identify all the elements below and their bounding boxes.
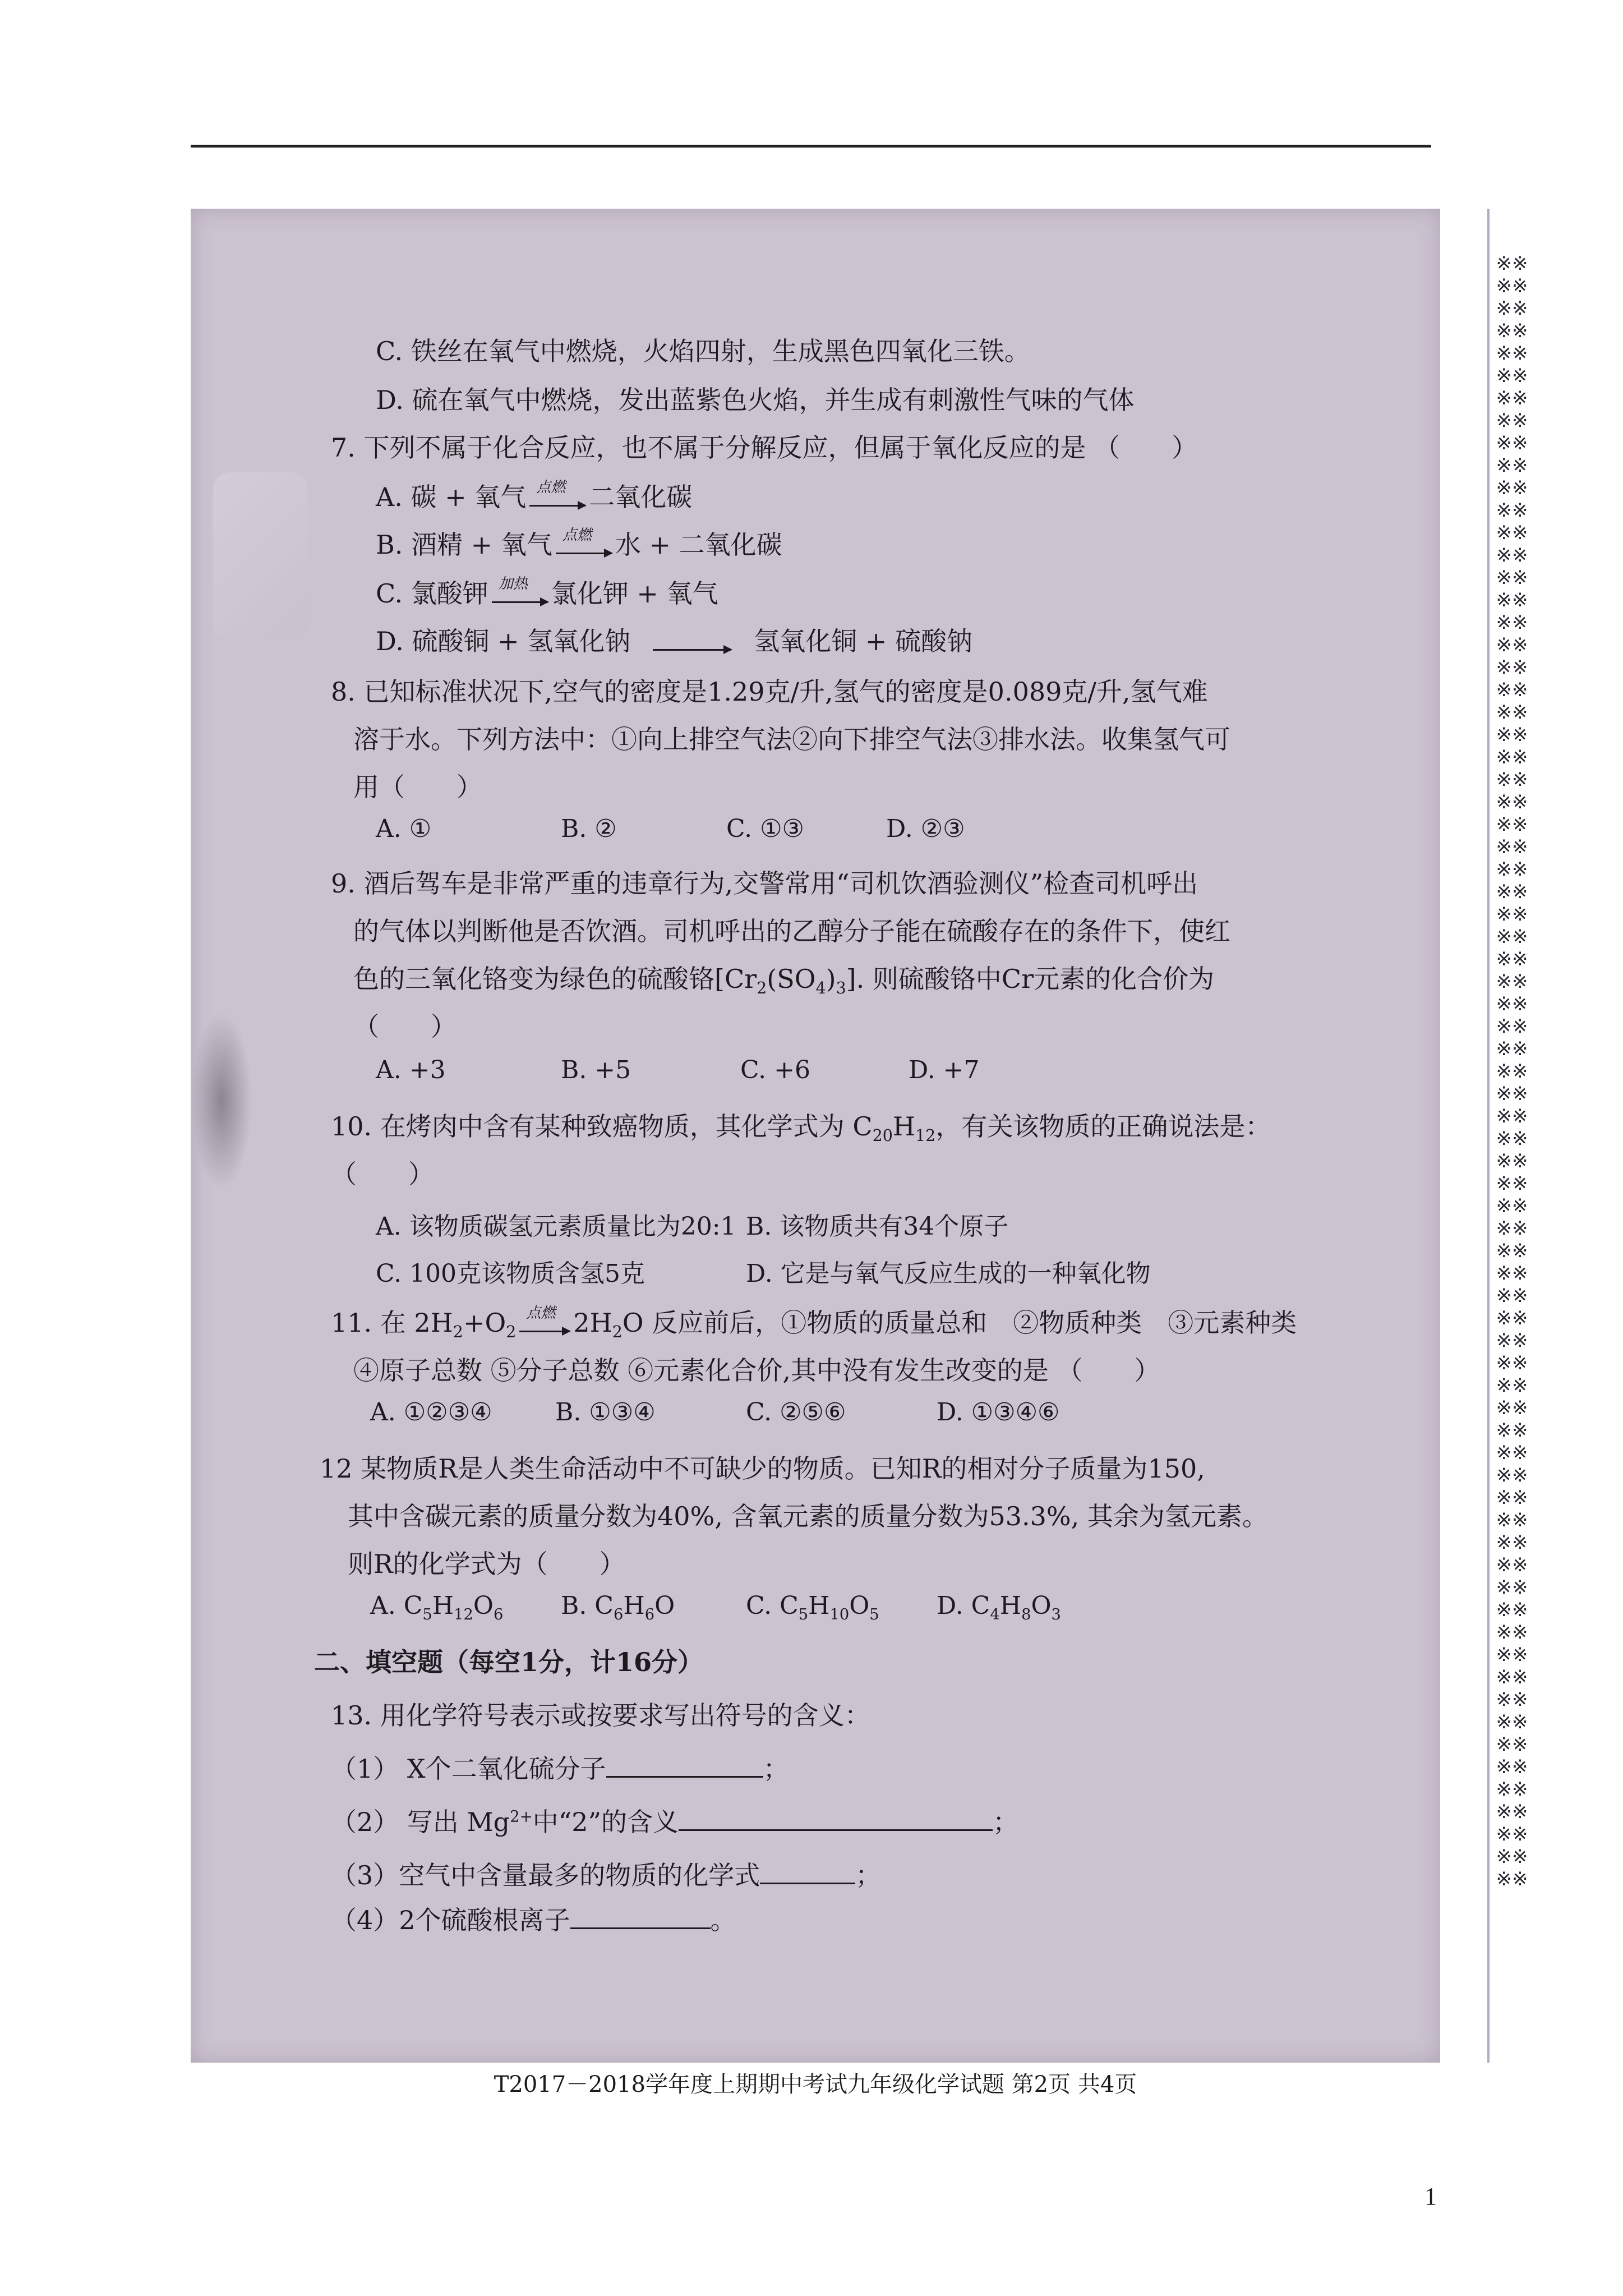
formula-part: O xyxy=(473,1591,494,1620)
q12-line-1: 12 某物质R是人类生命活动中不可缺少的物质。已知R的相对分子质量为150, xyxy=(320,1453,1205,1484)
q7-d-left: D. 硫酸铜 + 氢氧化钠 xyxy=(376,626,631,656)
reaction-arrow xyxy=(492,575,548,603)
q9-line-3-part: ]. 则硫酸铬中Cr元素的化合价为 xyxy=(846,964,1215,994)
formula-part: H xyxy=(808,1591,830,1620)
formula-part: O xyxy=(849,1591,870,1620)
scanned-exam-page xyxy=(191,209,1528,2097)
answer-blank[interactable] xyxy=(606,1776,763,1778)
subscript: 2 xyxy=(612,1323,623,1342)
subscript: 2 xyxy=(757,979,767,998)
subscript: 10 xyxy=(829,1605,850,1623)
punctuation: ； xyxy=(993,1807,1019,1837)
q10-option-a: A. 该物质碳氢元素质量比为20:1 xyxy=(376,1212,736,1241)
fold-line xyxy=(1487,209,1490,2063)
formula-part: C. C xyxy=(746,1591,799,1620)
subscript: 5 xyxy=(869,1605,879,1623)
ink-smudge xyxy=(191,1011,252,1190)
q8-line-2: 溶于水。下列方法中：①向上排空气法②向下排空气法③排水法。收集氢气可 xyxy=(353,724,1230,754)
q10-option-c: C. 100克该物质含氢5克 xyxy=(376,1259,645,1288)
q11-line-1-part: 2H xyxy=(573,1308,612,1338)
q9-option-d: D. +7 xyxy=(909,1056,980,1084)
q8-option-a: A. ① xyxy=(376,815,432,843)
formula-part: H xyxy=(623,1591,645,1620)
q12-line-2: 其中含碳元素的质量分数为40%, 含氧元素的质量分数为53.3%, 其余为氢元素。 xyxy=(348,1501,1268,1531)
q6-option-d: D. 硫在氧气中燃烧，发出蓝紫色火焰，并生成有刺激性气味的气体 xyxy=(376,385,1135,415)
q10-option-b: B. 该物质共有34个原子 xyxy=(746,1212,1009,1241)
q13-part-1-text: （1） X个二氧化硫分子 xyxy=(331,1754,606,1784)
reaction-arrow xyxy=(529,478,585,507)
punctuation: 。 xyxy=(710,1905,736,1935)
page-footer: T2017－2018学年度上期期中考试九年级化学试题 第2页 共4页 xyxy=(494,2072,1137,2097)
formula-part: B. C xyxy=(561,1591,614,1620)
q7-option-a xyxy=(376,477,692,514)
q9-option-b: B. +5 xyxy=(561,1056,631,1084)
q13-part-2-text: （2） 写出 Mg xyxy=(331,1807,510,1837)
formula-part: H xyxy=(999,1591,1022,1620)
q12-option-c xyxy=(746,1591,879,1623)
q6-option-c: C. 铁丝在氧气中燃烧，火焰四射，生成黑色四氧化三铁。 xyxy=(376,336,1030,366)
subscript: 5 xyxy=(422,1605,432,1623)
punctuation: ； xyxy=(855,1860,882,1890)
q9-option-a: A. +3 xyxy=(376,1056,446,1084)
q13-part-3-text: （3）空气中含量最多的物质的化学式 xyxy=(331,1860,760,1890)
subscript: 3 xyxy=(1051,1605,1061,1623)
reaction-condition: 点燃 xyxy=(562,526,592,544)
formula-part: A. C xyxy=(370,1591,423,1620)
q7-a-right: 二氧化碳 xyxy=(589,482,693,512)
q10-line-1-part: H xyxy=(892,1111,916,1142)
q10-line-1 xyxy=(331,1106,1271,1145)
reaction-condition: 点燃 xyxy=(536,478,566,496)
q11-option-a: A. ①②③④ xyxy=(370,1398,492,1427)
q9-option-c: C. +6 xyxy=(740,1056,810,1084)
q12-option-d xyxy=(937,1591,1061,1623)
page-number: 1 xyxy=(1424,2183,1437,2210)
subscript: 6 xyxy=(644,1605,655,1623)
reaction-arrow xyxy=(653,637,731,651)
q11-option-b: B. ①③④ xyxy=(555,1398,656,1427)
subscript: 3 xyxy=(836,979,846,998)
answer-blank[interactable] xyxy=(570,1927,711,1929)
section-2-title: 二、填空题（每空1分，计16分） xyxy=(314,1647,704,1677)
subscript: 20 xyxy=(872,1126,893,1145)
q9-line-3 xyxy=(353,959,1214,997)
formula-part: D. C xyxy=(937,1591,990,1620)
q12-option-b xyxy=(561,1591,675,1623)
subscript: 8 xyxy=(1021,1605,1031,1623)
subscript: 5 xyxy=(798,1605,809,1623)
subscript: 12 xyxy=(454,1605,473,1623)
q10-line-2: （ ） xyxy=(331,1159,434,1189)
q7-stem: 7. 下列不属于化合反应，也不属于分解反应，但属于氧化反应的是 （ ） xyxy=(331,432,1198,463)
punctuation: ； xyxy=(763,1754,789,1784)
q13-part-3 xyxy=(331,1855,881,1892)
q11-line-1-part: 11. 在 2H xyxy=(331,1308,453,1338)
q11-option-d: D. ①③④⑥ xyxy=(937,1398,1060,1427)
subscript: 4 xyxy=(990,1605,1000,1623)
subscript: 12 xyxy=(915,1126,936,1145)
q13-part-2 xyxy=(331,1802,1018,1839)
q11-line-2: ④原子总数 ⑤分子总数 ⑥元素化合价,其中没有发生改变的是 （ ） xyxy=(353,1355,1160,1386)
q7-option-b xyxy=(376,524,782,562)
paper-stain xyxy=(213,472,308,641)
q8-option-b: B. ② xyxy=(561,815,617,843)
q8-line-3: 用（ ） xyxy=(353,772,482,802)
q7-option-c xyxy=(376,573,718,610)
q9-line-3-part: ) xyxy=(826,964,836,994)
q9-line-4: （ ） xyxy=(353,1011,457,1042)
formula-part: O xyxy=(654,1591,675,1620)
subscript: 2 xyxy=(453,1323,463,1342)
q7-option-d xyxy=(376,621,972,658)
subscript: 6 xyxy=(613,1605,624,1623)
superscript: 2+ xyxy=(510,1807,533,1826)
q7-b-right: 水 + 二氧化碳 xyxy=(615,530,782,560)
margin-marks: ※※※※※※※※※※※※※※※※※※※※※※※※※※※※※※※※※※※※※※※※※※※※※※※※※※※※※※※※※※※※※※※※※※※※※※※※※※※※※※※※※※※※※※※※※※※※※※※※※※※※※※※※※※※※※※※※※※※※※※※※※※※※※※※※※※※※※※※※※※※※※※※※※※ xyxy=(1496,252,1528,1890)
subscript: 2 xyxy=(506,1323,517,1342)
q12-line-3: 则R的化学式为（ ） xyxy=(348,1549,625,1579)
q7-b-left: B. 酒精 + 氧气 xyxy=(376,530,552,560)
q7-a-left: A. 碳 + 氧气 xyxy=(376,482,527,512)
q7-d-right: 氢氧化铜 + 硫酸钠 xyxy=(754,626,973,656)
reaction-arrow xyxy=(519,1304,570,1332)
header-rule xyxy=(191,145,1431,148)
q9-line-3-part: (SO xyxy=(767,964,816,994)
q13-part-1 xyxy=(331,1749,789,1786)
q7-c-left: C. 氯酸钾 xyxy=(376,578,488,609)
q10-line-1-part: ，有关该物质的正确说法是： xyxy=(935,1111,1271,1142)
answer-blank[interactable] xyxy=(760,1883,855,1884)
answer-blank[interactable] xyxy=(679,1829,993,1831)
q11-line-1-part: O 反应前后，①物质的质量总和 ②物质种类 ③元素种类 xyxy=(622,1308,1297,1338)
q11-line-1-part: +O xyxy=(463,1308,506,1338)
q11-line-1 xyxy=(331,1303,1297,1341)
reaction-condition: 点燃 xyxy=(526,1304,556,1322)
q13-part-2-text: 中“2”的含义 xyxy=(532,1807,679,1837)
q10-option-d: D. 它是与氧气反应生成的一种氧化物 xyxy=(746,1259,1151,1288)
subscript: 4 xyxy=(815,979,826,998)
reaction-arrow xyxy=(556,526,612,554)
q13-part-4 xyxy=(331,1900,736,1937)
q8-line-1: 8. 已知标准状况下,空气的密度是1.29克/升,氢气的密度是0.089克/升,氢气难 xyxy=(331,677,1208,707)
q10-line-1-part: 10. 在烤肉中含有某种致癌物质，其化学式为 C xyxy=(331,1111,873,1142)
q13-part-4-text: （4）2个硫酸根离子 xyxy=(331,1905,570,1935)
q8-option-d: D. ②③ xyxy=(886,815,965,843)
q7-c-right: 氯化钾 + 氧气 xyxy=(551,578,718,609)
formula-part: O xyxy=(1031,1591,1052,1620)
q9-line-3-part: 色的三氧化铬变为绿色的硫酸铬[Cr xyxy=(353,964,757,994)
formula-part: H xyxy=(432,1591,454,1620)
q9-line-2: 的气体以判断他是否饮酒。司机呼出的乙醇分子能在硫酸存在的条件下，使红 xyxy=(353,916,1230,946)
reaction-condition: 加热 xyxy=(498,575,528,592)
q8-option-c: C. ①③ xyxy=(726,815,804,843)
q12-option-a xyxy=(370,1591,503,1623)
q13-stem: 13. 用化学符号表示或按要求写出符号的含义： xyxy=(331,1700,870,1731)
subscript: 6 xyxy=(493,1605,504,1623)
q11-option-c: C. ②⑤⑥ xyxy=(746,1398,846,1427)
q9-line-1: 9. 酒后驾车是非常严重的违章行为,交警常用“司机饮酒验测仪”检查司机呼出 xyxy=(331,868,1198,899)
